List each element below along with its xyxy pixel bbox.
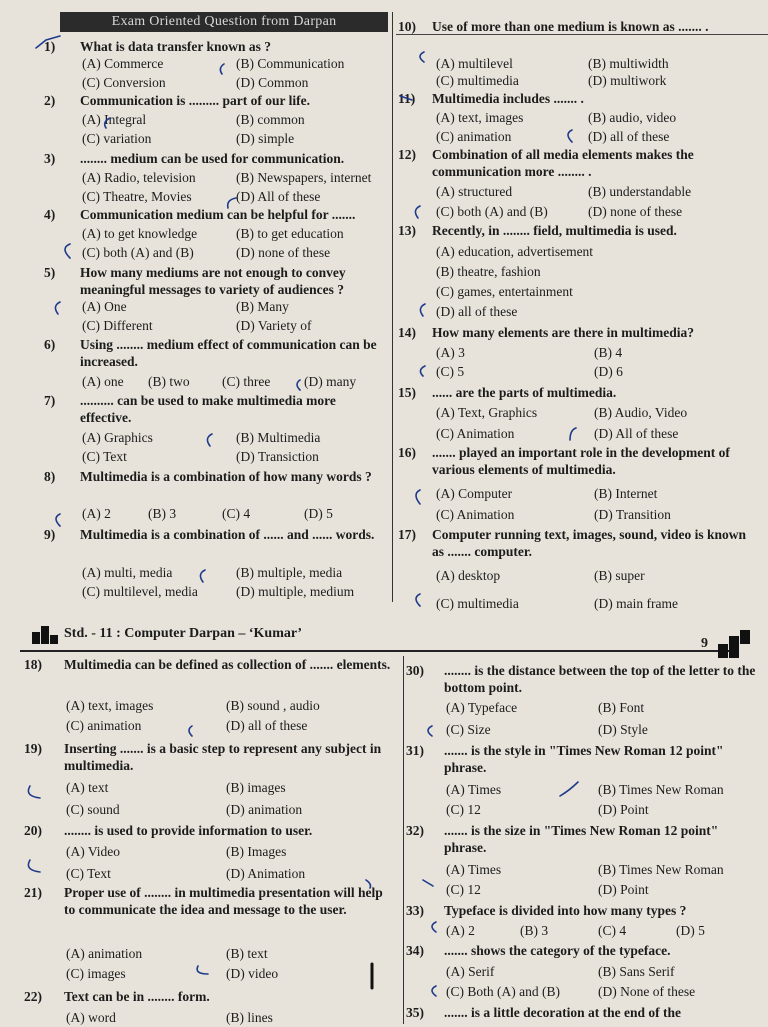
answer-option: (D) all of these — [588, 129, 670, 144]
question-text: ....... is the style in "Times New Roman 12 point" phrase. — [444, 743, 724, 775]
answer-option: (C) multimedia — [436, 596, 519, 611]
answer-option: (A) text — [66, 780, 109, 795]
answer-option: (A) text, images — [66, 698, 154, 713]
answer-option: (D) multiple, medium — [236, 584, 355, 599]
answer-option: (B) understandable — [588, 184, 692, 199]
answer-option: (D) 5 — [304, 506, 333, 521]
question-number: 34) — [406, 943, 424, 958]
answer-option: (D) All of these — [236, 189, 321, 204]
answer-option: (C) Size — [446, 722, 491, 737]
question-number: 20) — [24, 823, 42, 838]
question-number: 11) — [398, 91, 416, 106]
section-banner: Exam Oriented Question from Darpan — [60, 12, 388, 32]
answer-option: (D) animation — [226, 802, 303, 817]
answer-option: (A) Times — [446, 862, 502, 877]
question-number: 3) — [44, 151, 56, 166]
question-number: 33) — [406, 903, 424, 918]
answer-option: (A) 3 — [436, 345, 465, 360]
answer-option: (C) both (A) and (B) — [82, 245, 194, 260]
question-number: 16) — [398, 445, 416, 460]
page-number: 9 — [701, 636, 708, 651]
answer-option: (C) 5 — [436, 364, 465, 379]
answer-option: (B) 3 — [520, 923, 549, 938]
answer-option: (C) three — [222, 374, 271, 389]
question-number: 30) — [406, 663, 424, 678]
answer-option: (B) multiwidth — [588, 56, 669, 71]
answer-option: (C) Both (A) and (B) — [446, 984, 560, 999]
answer-option: (D) none of these — [588, 204, 683, 219]
answer-option: (C) Theatre, Movies — [82, 189, 192, 204]
answer-option: (B) audio, video — [588, 110, 677, 125]
answer-option: (D) All of these — [594, 426, 679, 441]
question-text: Recently, in ........ field, multimedia is used. — [432, 223, 677, 238]
answer-option: (B) lines — [226, 1010, 273, 1025]
question-text: Communication medium can be helpful for ....... — [80, 207, 356, 222]
question-text: ....... played an important role in the development of various elements of multimedia. — [432, 445, 730, 477]
answer-option: (D) 5 — [676, 923, 705, 938]
answer-option: (A) education, advertisement — [436, 244, 594, 259]
question-text: How many mediums are not enough to convey meaningful messages to variety of audiences ? — [80, 265, 346, 297]
answer-option: (B) sound , audio — [226, 698, 320, 713]
question-text: Text can be in ........ form. — [64, 989, 210, 1004]
answer-option: (A) to get knowledge — [82, 226, 198, 241]
question-text: Multimedia is a combination of ...... and ...... words. — [80, 527, 375, 542]
answer-option: (B) Images — [226, 844, 287, 859]
answer-option: (A) 2 — [82, 506, 111, 521]
answer-option: (B) Internet — [594, 486, 658, 501]
answer-option: (C) 12 — [446, 882, 481, 897]
answer-option: (D) Style — [598, 722, 648, 737]
answer-option: (C) Conversion — [82, 75, 166, 90]
question-text: Computer running text, images, sound, video is known as ....... computer. — [432, 527, 747, 559]
answer-option: (A) Commerce — [82, 56, 164, 71]
answer-option: (D) simple — [236, 131, 295, 146]
question-number: 19) — [24, 741, 42, 756]
answer-option: (C) 4 — [222, 506, 251, 521]
answer-option: (C) 12 — [446, 802, 481, 817]
answer-option: (B) to get education — [236, 226, 344, 241]
answer-option: (C) multimedia — [436, 73, 519, 88]
answer-option: (D) Transiction — [236, 449, 319, 464]
answer-option: (B) multiple, media — [236, 565, 343, 580]
answer-option: (C) sound — [66, 802, 120, 817]
question-text: .......... can be used to make multimedia more effective. — [80, 393, 336, 425]
answer-option: (B) text — [226, 946, 268, 961]
answer-option: (A) one — [82, 374, 124, 389]
question-number: 18) — [24, 657, 42, 672]
answer-option: (A) word — [66, 1010, 116, 1025]
answer-option: (B) Newspapers, internet — [236, 170, 372, 185]
answer-option: (C) animation — [66, 718, 142, 733]
question-text: ...... are the parts of multimedia. — [432, 385, 617, 400]
answer-option: (A) Integral — [82, 112, 147, 127]
question-text: Combination of all media elements makes the communication more ........ . — [432, 147, 694, 179]
answer-option: (B) 4 — [594, 345, 623, 360]
answer-option: (A) Typeface — [446, 700, 518, 715]
question-text: Multimedia includes ....... . — [432, 91, 584, 106]
answer-option: (B) Multimedia — [236, 430, 321, 445]
answer-option: (C) images — [66, 966, 126, 981]
answer-option: (D) none of these — [236, 245, 331, 260]
question-text: Using ........ medium effect of communication can be increased. — [80, 337, 377, 369]
question-number: 8) — [44, 469, 56, 484]
question-text: Proper use of ........ in multimedia presentation will help to communicate the idea and message to the user. — [64, 885, 383, 917]
answer-option: (A) multi, media — [82, 565, 173, 580]
answer-option: (C) variation — [82, 131, 152, 146]
answer-option: (A) text, images — [436, 110, 524, 125]
question-number: 17) — [398, 527, 416, 542]
answer-option: (A) Text, Graphics — [436, 405, 538, 420]
question-number: 15) — [398, 385, 416, 400]
question-number: 7) — [44, 393, 56, 408]
answer-option: (A) Serif — [446, 964, 495, 979]
answer-option: (D) all of these — [436, 304, 518, 319]
question-text: Multimedia can be defined as collection of ....... elements. — [64, 657, 391, 672]
question-text: ....... shows the category of the typeface. — [444, 943, 671, 958]
answer-option: (D) Point — [598, 882, 649, 897]
question-number: 32) — [406, 823, 424, 838]
answer-option: (D) multiwork — [588, 73, 667, 88]
question-number: 21) — [24, 885, 42, 900]
question-text: Inserting ....... is a basic step to represent any subject in multimedia. — [64, 741, 382, 773]
answer-option: (D) video — [226, 966, 279, 981]
answer-option: (D) Transition — [594, 507, 671, 522]
answer-option: (B) common — [236, 112, 305, 127]
answer-option: (C) animation — [436, 129, 512, 144]
answer-option: (A) structured — [436, 184, 513, 199]
answer-option: (C) Text — [82, 449, 127, 464]
question-text: Multimedia is a combination of how many words ? — [80, 469, 372, 484]
question-number: 6) — [44, 337, 56, 352]
answer-option: (B) Times New Roman — [598, 782, 724, 797]
answer-option: (B) two — [148, 374, 190, 389]
answer-option: (A) Radio, television — [82, 170, 196, 185]
question-text: ........ medium can be used for communication. — [80, 151, 345, 166]
chapter-heading: Std. - 11 : Computer Darpan – ‘Kumar’ — [64, 626, 302, 641]
question-text: Communication is ......... part of our life. — [80, 93, 310, 108]
answer-option: (B) Times New Roman — [598, 862, 724, 877]
question-number: 35) — [406, 1005, 424, 1020]
answer-option: (C) Different — [82, 318, 153, 333]
question-number: 2) — [44, 93, 56, 108]
answer-option: (D) None of these — [598, 984, 696, 999]
answer-option: (C) Text — [66, 866, 111, 881]
question-text: How many elements are there in multimedia? — [432, 325, 694, 340]
question-text: ....... is a little decoration at the end of the — [444, 1005, 681, 1020]
question-number: 31) — [406, 743, 424, 758]
question-number: 1) — [44, 39, 56, 54]
question-text: ........ is the distance between the top of the letter to the bottom point. — [444, 663, 756, 695]
question-number: 14) — [398, 325, 416, 340]
answer-option: (B) super — [594, 568, 645, 583]
answer-option: (D) Variety of — [236, 318, 312, 333]
question-number: 9) — [44, 527, 56, 542]
question-number: 13) — [398, 223, 416, 238]
answer-option: (B) Communication — [236, 56, 345, 71]
answer-option: (A) 2 — [446, 923, 475, 938]
question-number: 12) — [398, 147, 416, 162]
answer-option: (A) desktop — [436, 568, 501, 583]
answer-option: (B) Audio, Video — [594, 405, 688, 420]
answer-option: (B) Font — [598, 700, 645, 715]
answer-option: (A) animation — [66, 946, 143, 961]
answer-option: (D) Common — [236, 75, 309, 90]
answer-option: (A) Video — [66, 844, 121, 859]
answer-option: (B) theatre, fashion — [436, 264, 541, 279]
answer-option: (A) One — [82, 299, 127, 314]
answer-option: (D) Animation — [226, 866, 306, 881]
question-text: Typeface is divided into how many types ? — [444, 903, 687, 918]
answer-option: (B) Many — [236, 299, 289, 314]
answer-option: (C) both (A) and (B) — [436, 204, 548, 219]
answer-option: (A) Times — [446, 782, 502, 797]
answer-option: (B) 3 — [148, 506, 177, 521]
answer-option: (D) main frame — [594, 596, 678, 611]
answer-option: (A) multilevel — [436, 56, 513, 71]
answer-option: (A) Graphics — [82, 430, 153, 445]
question-number: 10) — [398, 19, 416, 34]
answer-option: (C) Animation — [436, 426, 515, 441]
question-text: Use of more than one medium is known as ....... . — [432, 19, 709, 34]
answer-option: (D) Point — [598, 802, 649, 817]
answer-option: (C) 4 — [598, 923, 627, 938]
answer-option: (C) Animation — [436, 507, 515, 522]
answer-option: (C) games, entertainment — [436, 284, 573, 299]
answer-option: (D) many — [304, 374, 357, 389]
question-number: 5) — [44, 265, 56, 280]
answer-option: (A) Computer — [436, 486, 513, 501]
answer-option: (B) Sans Serif — [598, 964, 675, 979]
question-text: What is data transfer known as ? — [80, 39, 272, 54]
answer-option: (D) all of these — [226, 718, 308, 733]
answer-option: (B) images — [226, 780, 286, 795]
answer-option: (C) multilevel, media — [82, 584, 198, 599]
question-text: ........ is used to provide information to user. — [64, 823, 313, 838]
question-number: 4) — [44, 207, 56, 222]
question-number: 22) — [24, 989, 42, 1004]
question-text: ....... is the size in "Times New Roman 12 point" phrase. — [444, 823, 719, 855]
answer-option: (D) 6 — [594, 364, 623, 379]
